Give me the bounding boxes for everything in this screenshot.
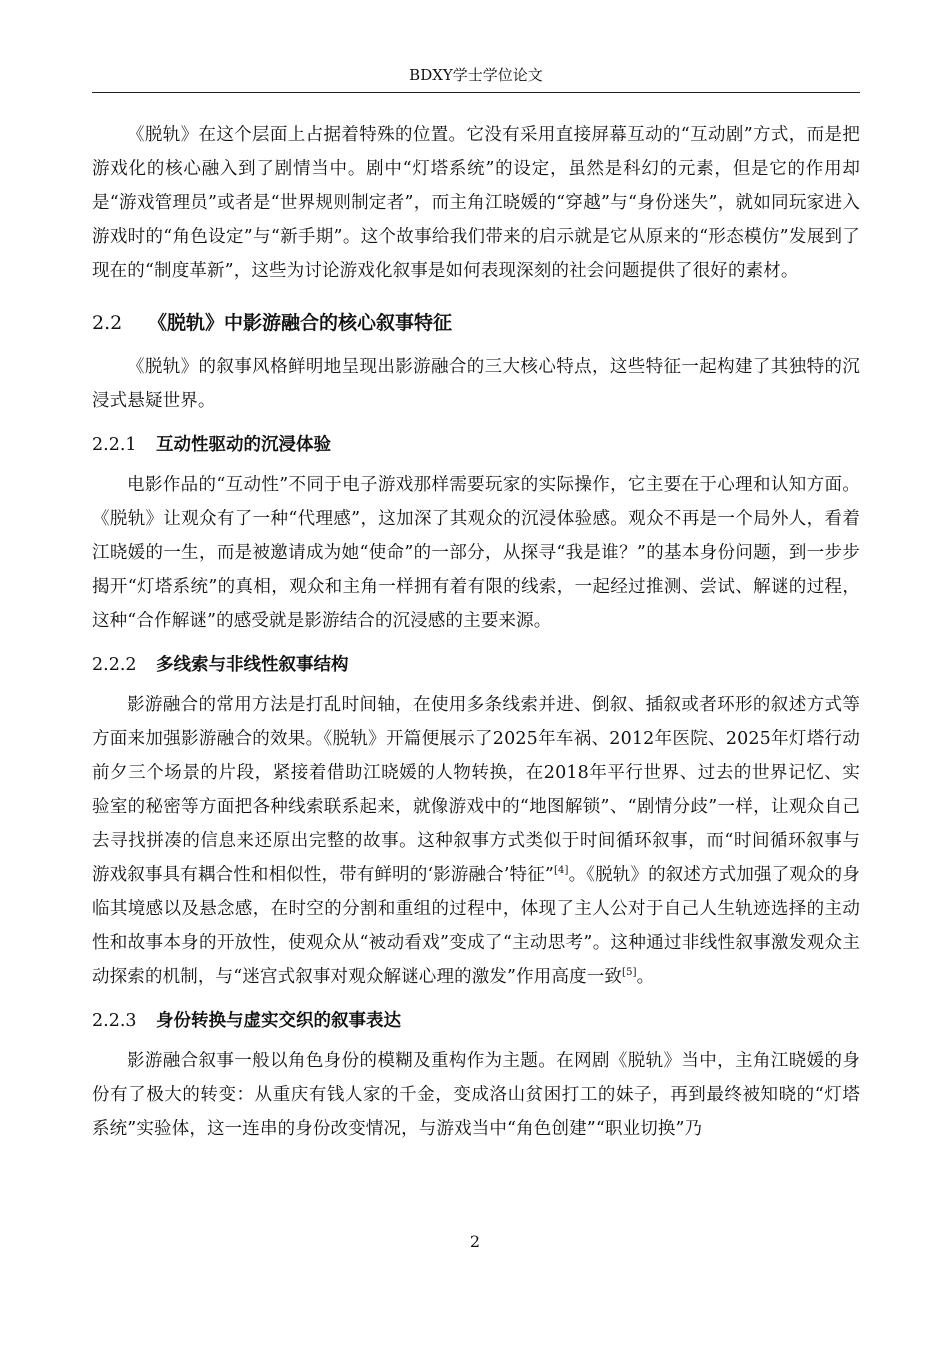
- section-heading-2-2: [92, 306, 860, 340]
- subsection-number: 2.2.2: [92, 655, 137, 675]
- subsection-number: 2.2.3: [92, 1011, 137, 1031]
- paragraph-text: 。: [636, 967, 655, 987]
- subsection-title: 身份转换与虚实交织的叙事表达: [156, 1011, 401, 1031]
- subsection-heading-2-2-1: [92, 428, 860, 462]
- paragraph-section-intro: 《脱轨》的叙事风格鲜明地呈现出影游融合的三大核心特点，这些特征一起构建了其独特的沉浸式悬疑世界。: [92, 357, 860, 411]
- section-title: 《脱轨》中影游融合的核心叙事特征: [148, 312, 453, 334]
- header-rule: [92, 92, 860, 93]
- subsection-heading-2-2-2: [92, 648, 860, 682]
- page-number: 2: [469, 1232, 481, 1251]
- paragraph-text: 。《脱轨》的叙述方式加强了观众的身临其境感以及悬念感，在时空的分割和重组的过程中，体现了主人公对于自己人生轨迹选择的主动性和故事本身的开放性，使观众从“被动看戏”变成了“主动思考”。这种通过非线性叙事激发观众主动探索的机制，与“迷宫式叙事对观众解谜心理的激发”作用高度一致: [92, 865, 860, 987]
- subsection-heading-2-2-3: [92, 1004, 860, 1038]
- section-number: 2.2: [92, 312, 123, 334]
- subsection-title: 互动性驱动的沉浸体验: [156, 435, 331, 455]
- subsection-number: 2.2.1: [92, 435, 137, 455]
- citation-4[interactable]: [4]: [553, 865, 569, 876]
- running-header: BDXY学士学位论文: [409, 66, 543, 84]
- paragraph-intro: 《脱轨》在这个层面上占据着特殊的位置。它没有采用直接屏幕互动的“互动剧”方式，而是把游戏化的核心融入到了剧情当中。剧中“灯塔系统”的设定，虽然是科幻的元素，但是它的作用却是“游戏管理员”或者是“世界规则制定者”，而主角江晓媛的“穿越”与“身份迷失”，就如同玩家进入游戏时的“角色设定”与“新手期”。这个故事给我们带来的启示就是它从原来的“形态模仿”发展到了现在的“制度革新”，这些为讨论游戏化叙事是如何表现深刻的社会问题提供了很好的素材。: [92, 125, 860, 281]
- paragraph-nonlinear: [92, 688, 860, 994]
- subsection-title: 多线索与非线性叙事结构: [156, 655, 349, 675]
- page-body: [92, 118, 860, 1146]
- paragraph-identity: 影游融合叙事一般以角色身份的模糊及重构作为主题。在网剧《脱轨》当中，主角江晓媛的身份有了极大的转变：从重庆有钱人家的千金，变成洛山贫困打工的妹子，再到最终被知晓的“灯塔系统”实验体，这一连串的身份改变情况，与游戏当中“角色创建”“职业切换”乃: [92, 1051, 860, 1139]
- paragraph-text: 影游融合的常用方法是打乱时间轴，在使用多条线索并进、倒叙、插叙或者环形的叙述方式等方面来加强影游融合的效果。《脱轨》开篇便展示了2025年车祸、2012年医院、2025年灯塔行动前夕三个场景的片段，紧接着借助江晓媛的人物转换，在2018年平行世界、过去的世界记忆、实验室的秘密等方面把各种线索联系起来，就像游戏中的“地图解锁”、“剧情分歧”一样，让观众自己去寻找拼凑的信息来还原出完整的故事。这种叙事方式类似于时间循环叙事，而“时间循环叙事与游戏叙事具有耦合性和相似性，带有鲜明的‘影游融合’特征”: [92, 695, 860, 885]
- paragraph-interactivity: 电影作品的“互动性”不同于电子游戏那样需要玩家的实际操作，它主要在于心理和认知方面。《脱轨》让观众有了一种“代理感”，这加深了其观众的沉浸体验感。观众不再是一个局外人，看着江晓媛的一生，而是被邀请成为她“使命”的一部分，从探寻“我是谁？”的基本身份问题，到一步步揭开“灯塔系统”的真相，观众和主角一样拥有着有限的线索，一起经过推测、尝试、解谜的过程，这种“合作解谜”的感受就是影游结合的沉浸感的主要来源。: [92, 475, 860, 631]
- citation-5[interactable]: [5]: [622, 967, 637, 978]
